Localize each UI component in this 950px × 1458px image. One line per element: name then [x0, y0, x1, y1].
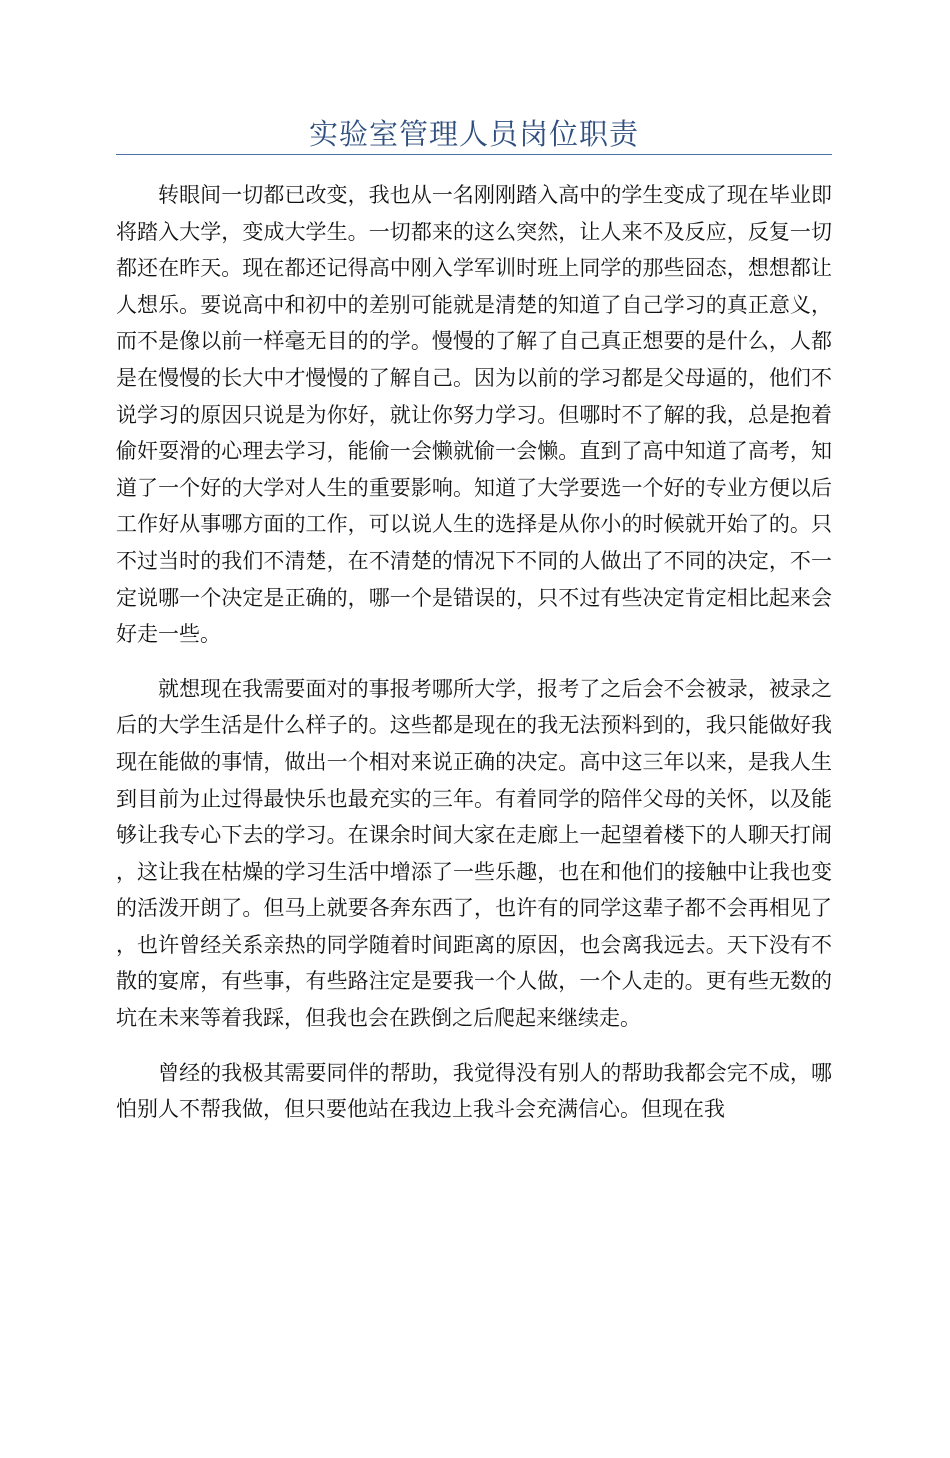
- document-page: [0, 114, 950, 1458]
- document-body: [116, 177, 832, 1128]
- paragraph-2: 就想现在我需要面对的事报考哪所大学，报考了之后会不会被录，被录之后的大学生活是什么样子的。这些都是现在的我无法预料到的，我只能做好我现在能做的事情，做出一个相对来说正确的决定。高中这三年以来，是我人生到目前为止过得最快乐也最充实的三年。有着同学的陪伴父母的关怀，以及能够让我专心下去的学习。在课余时间大家在走廊上一起望着楼下的人聊天打闹，这让我在枯燥的学习生活中增添了一些乐趣，也在和他们的接触中让我也变的活泼开朗了。但马上就要各奔东西了，也许有的同学这辈子都不会再相见了，也许曾经关系亲热的同学随着时间距离的原因，也会离我远去。天下没有不散的宴席，有些事，有些路注定是要我一个人做，一个人走的。更有些无数的坑在未来等着我踩，但我也会在跌倒之后爬起来继续走。: [116, 676, 832, 1031]
- paragraph-1: 转眼间一切都已改变，我也从一名刚刚踏入高中的学生变成了现在毕业即将踏入大学，变成大学生。一切都来的这么突然，让人来不及反应，反复一切都还在昨天。现在都还记得高中刚入学军训时班上同学的那些囧态，想想都让人想乐。要说高中和初中的差别可能就是清楚的知道了自己学习的真正意义，而不是像以前一样毫无目的的学。慢慢的了解了自己真正想要的是什么，人都是在慢慢的长大中才慢慢的了解自己。因为以前的学习都是父母逼的，他们不说学习的原因只说是为你好，就让你努力学习。但哪时不了解的我，总是抱着偷奸耍滑的心理去学习，能偷一会懒就偷一会懒。直到了高中知道了高考，知道了一个好的大学对人生的重要影响。知道了大学要选一个好的专业方便以后工作好从事哪方面的工作，可以说人生的选择是从你小的时候就开始了的。只不过当时的我们不清楚，在不清楚的情况下不同的人做出了不同的决定，不一定说哪一个决定是正确的，哪一个是错误的，只不过有些决定肯定相比起来会好走一些。: [116, 183, 832, 647]
- document-title: 实验室管理人员岗位职责: [308, 117, 639, 151]
- paragraph-3: 曾经的我极其需要同伴的帮助，我觉得没有别人的帮助我都会完不成，哪怕别人不帮我做，但只要他站在我边上我斗会充满信心。但现在我: [116, 1060, 832, 1122]
- title-underline: [116, 154, 832, 155]
